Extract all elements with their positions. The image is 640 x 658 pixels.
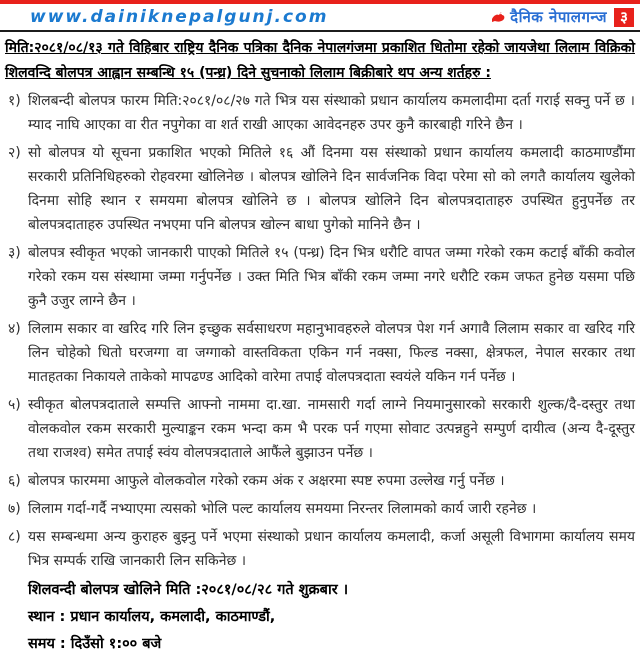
item-text: लिलाम गर्दा-गर्दै नभ्याएमा त्यसको भोलि पल्ट कार्यालय समयमा निरन्तर लिलामको कार्य जारी रहनेछ । xyxy=(28,501,537,517)
list-item xyxy=(5,141,635,237)
newspaper-name: दैनिक नेपालगन्ज xyxy=(510,8,607,26)
item-text: स्वीकृत बोलपत्रदाताले सम्पत्ति आफ्नो नाममा दा.खा. नामसारी गर्दा लाग्ने नियमानुसारको सरकारी शुल्क/दै-दस्तुर तथा वोलकवोल रकम सरकारी मुल्याङ्कन रकम भन्दा कम भै परक पर्न गएमा सोवाट उत्पन्नहुने सम्पुर्ण दायीत्व (अन्य दै-दूस्तुर तथा राजश्व) समेत तपाई स्वंय वोलपत्रदाताले आफैंले बुझाउन पर्नेछ । xyxy=(28,397,635,461)
item-number: ८) xyxy=(8,529,21,545)
list-item xyxy=(5,241,635,313)
site-url-link[interactable]: www.dainiknepalgunj.com xyxy=(30,7,329,27)
newspaper-logo[interactable] xyxy=(490,7,634,27)
item-text: यस सम्बन्धमा अन्य कुराहरु बुझ्नु पर्ने भएमा संस्थाको प्रधान कार्यालय कमलादी, कर्जा असूली विभागमा कार्यालय समय भित्र सम्पर्क राखि जानकारी लिन सकिनेछ । xyxy=(28,529,635,569)
list-item xyxy=(5,317,635,389)
terms-list xyxy=(5,89,635,573)
item-number: ३) xyxy=(8,245,21,261)
item-text: शिलबन्दी बोलपत्र फारम मिति:२०८१/०८/२७ गते भित्र यस संस्थाको प्रधान कार्यालय कमलादीमा दर्ता गराई सक्नु पर्ने छ । म्याद नाघि आएका वा रीत नपुगेका वा शर्त राखी आएका आवेदनहरु उपर कुनै कारबाही गरिने छैन । xyxy=(28,93,635,133)
item-number: ५) xyxy=(8,397,21,413)
item-number: २) xyxy=(8,145,21,161)
notice-heading: मिति:२०८१/०८/१३ गते विहिबार राष्ट्रिय दैनिक पत्रिका दैनिक नेपालगंजमा प्रकाशित धितोमा रहेको जायजेथा लिलाम विक्रिको शिलवन्दि बोलपत्र आह्वान सम्बन्धि १५ (पन्ध्र) दिने सुचनाको लिलाम बिक्रीबारे थप अन्य शर्तहरु : xyxy=(5,40,635,81)
item-text: सो बोलपत्र यो सूचना प्रकाशित भएको मितिले १६ औं दिनमा यस संस्थाको प्रधान कार्यालय कमलादी काठमाण्डौंमा सरकारी प्रतिनिधिहरुको रोहवरमा खोलिनेछ । बोलपत्र खोलिने दिन सार्वजनिक विदा परेमा सो को लगतै कार्यालय खुलेको दिनमा सोहि स्थान र समयमा बोलपत्र खोलिने छ । बोलपत्र खोलिने दिन बोलपत्रदाताहरु उपस्थित हुनुपर्नेछ तर बोलपत्रदाताहरु उपस्थित नभएमा पनि बोलपत्र खोल्न बाधा पुगेको मानिने छैन । xyxy=(28,145,635,233)
item-number: ७) xyxy=(8,501,21,517)
list-item xyxy=(5,469,635,493)
site-header xyxy=(0,4,640,32)
auction-notice xyxy=(0,32,640,658)
footer-line: शिलवन्दी बोलपत्र खोलिने मिति :२०८१/०८/२८ गते शुक्रबार । xyxy=(28,582,349,598)
item-text: लिलाम सकार वा खरिद गरि लिन इच्छुक सर्वसाधरण महानुभावहरुले वोलपत्र पेश गर्न अगावै लिलाम सकार वा खरिद गरि लिन चोहेको धितो घरजग्गा वा जग्गाको वास्तविकता एकिन गर्न नक्सा, फिल्ड नक्सा, क्षेत्रफल, नेपाल सरकार तथा मातहतका निकायले ताकेको मापढण्ड आदिको वारेमा तपाई वोलपत्रदाता स्वयंले यकिन गर्न पर्नेछ । xyxy=(28,321,635,385)
item-number: ४) xyxy=(8,321,21,337)
list-item xyxy=(5,393,635,465)
list-item xyxy=(5,497,635,521)
item-text: बोलपत्र फारममा आफुले वोलकवोल गरेको रकम अंक र अक्षरमा स्पष्ट रुपमा उल्लेख गर्नु पर्नेछ । xyxy=(28,473,505,489)
list-item xyxy=(5,525,635,573)
notice-footer xyxy=(5,577,635,658)
footer-line: समय : दिउँसो १:०० बजे xyxy=(28,636,162,652)
page-number-badge: ३ xyxy=(614,8,634,27)
item-number: ६) xyxy=(8,473,21,489)
logo-bird-icon xyxy=(490,9,506,25)
footer-line: स्थान : प्रधान कार्यालय, कमलादी, काठमाण्डौं, xyxy=(28,609,276,625)
item-number: १) xyxy=(8,93,21,109)
item-text: बोलपत्र स्वीकृत भएको जानकारी पाएको मितिले १५ (पन्ध्र) दिन भित्र धरौटि वापत जम्मा गरेको रकम कटाई बाँकी कवोल गरेको रकम यस संस्थामा जम्मा गर्नुपर्नेछ । उक्त मिति भित्र बाँकी रकम जम्मा नगरे धरौटि रकम जफत हुनेछ यसमा पछि कुनै उजुर लाग्ने छैन । xyxy=(28,245,635,309)
list-item xyxy=(5,89,635,137)
